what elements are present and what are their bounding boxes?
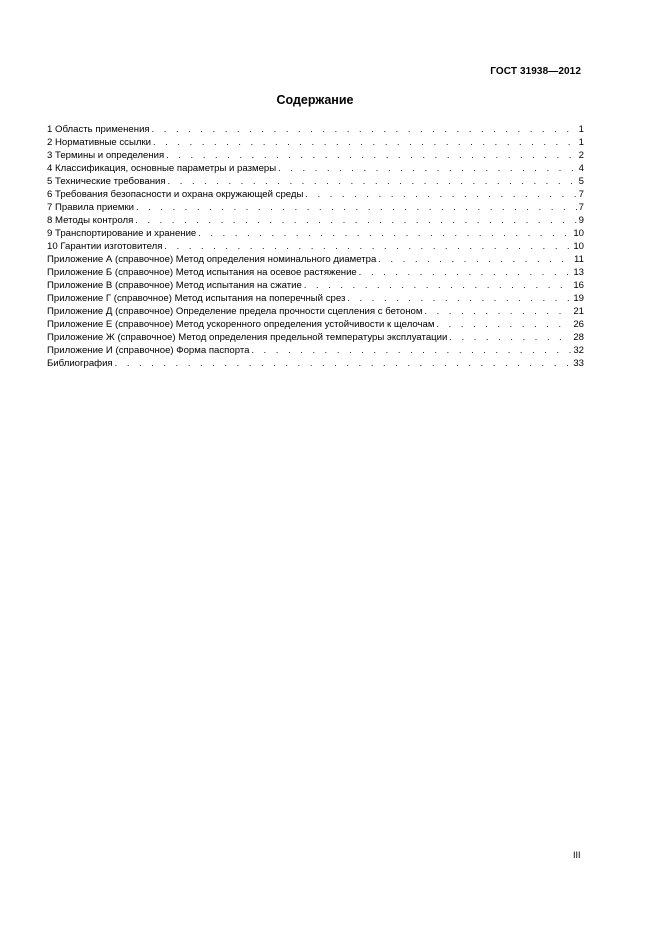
toc-entry[interactable] (47, 357, 584, 370)
toc-entry-page: 21 (573, 306, 584, 317)
toc-entry[interactable] (47, 162, 584, 175)
toc-entry-title: Приложение Г (справочное) Метод испытания на поперечный срез (47, 293, 346, 304)
toc-entry-title: Приложение А (справочное) Метод определения номинального диаметра (47, 254, 377, 265)
toc-entry-title: 8 Методы контроля (47, 215, 134, 226)
toc-entry[interactable] (47, 292, 584, 305)
toc-dot-leader (436, 318, 571, 331)
toc-entry-page: 5 (578, 176, 584, 187)
toc-entry[interactable] (47, 331, 584, 344)
toc-entry-title: 4 Классификация, основные параметры и размеры (47, 163, 277, 174)
toc-entry-title: Приложение В (справочное) Метод испытания на сжатие (47, 280, 302, 291)
toc-dot-leader (378, 253, 572, 266)
toc-entry-title: Приложение Д (справочное) Определение предела прочности сцепления с бетоном (47, 306, 423, 317)
toc-dot-leader (166, 149, 576, 162)
toc-entry-title: 9 Транспортирование и хранение (47, 228, 197, 239)
toc-dot-leader (198, 227, 571, 240)
toc-entry[interactable] (47, 279, 584, 292)
toc-entry-page: 10 (573, 241, 584, 252)
toc-entry[interactable] (47, 175, 584, 188)
toc-entry-title: 10 Гарантии изготовителя (47, 241, 163, 252)
toc-entry[interactable] (47, 123, 584, 136)
page-number: III (573, 850, 581, 860)
toc-dot-leader (115, 357, 572, 370)
toc-dot-leader (347, 292, 571, 305)
toc-entry-page: 2 (578, 150, 584, 161)
toc-dot-leader (278, 162, 576, 175)
toc-entry-page: 9 (578, 215, 584, 226)
toc-entry-page: 19 (573, 293, 584, 304)
toc-entry-title: 2 Нормативные ссылки (47, 137, 152, 148)
toc-entry-page: 13 (573, 267, 584, 278)
toc-entry[interactable] (47, 305, 584, 318)
toc-entry-page: 33 (573, 358, 584, 369)
toc-title: Содержание (276, 93, 354, 107)
toc-dot-leader (449, 331, 571, 344)
toc-dot-leader (168, 175, 577, 188)
toc-entry[interactable] (47, 253, 584, 266)
toc-entry-title: 3 Термины и определения (47, 150, 165, 161)
toc-entry-title: 7 Правила приемки (47, 202, 134, 213)
toc-entry[interactable] (47, 201, 584, 214)
toc-entry-title: Приложение Б (справочное) Метод испытания на осевое растяжение (47, 267, 357, 278)
toc-entry-page: 26 (573, 319, 584, 330)
toc-entry-title: Приложение Е (справочное) Метод ускоренного определения устойчивости к щелочам (47, 319, 435, 330)
toc-dot-leader (304, 279, 572, 292)
toc-entry-page: 10 (573, 228, 584, 239)
toc-entry-title: 1 Область применения (47, 124, 150, 135)
toc-dot-leader (135, 214, 576, 227)
toc-entry[interactable] (47, 214, 584, 227)
toc-entry[interactable] (47, 136, 584, 149)
toc-dot-leader (305, 188, 576, 201)
toc-dot-leader (359, 266, 572, 279)
toc-entry-title: Библиография (47, 358, 113, 369)
document-designation: ГОСТ 31938—2012 (490, 66, 581, 77)
toc-entry[interactable] (47, 318, 584, 331)
toc-entry[interactable] (47, 149, 584, 162)
toc-entry[interactable] (47, 344, 584, 357)
table-of-contents (47, 123, 584, 370)
toc-entry-page: 11 (574, 254, 584, 265)
toc-entry-page: 4 (578, 163, 584, 174)
toc-entry-page: 1 (578, 137, 584, 148)
toc-entry[interactable] (47, 266, 584, 279)
toc-entry-title: Приложение Ж (справочное) Метод определения предельной температуры эксплуатации (47, 332, 448, 343)
toc-entry[interactable] (47, 240, 584, 253)
toc-entry-page: 16 (573, 280, 584, 291)
toc-entry-page: 7 (578, 202, 584, 213)
toc-dot-leader (136, 201, 577, 214)
toc-entry[interactable] (47, 227, 584, 240)
toc-entry-page: 32 (573, 345, 584, 356)
toc-dot-leader (424, 305, 571, 318)
toc-entry[interactable] (47, 188, 584, 201)
toc-dot-leader (152, 123, 577, 136)
toc-entry-page: 7 (578, 189, 584, 200)
toc-dot-leader (164, 240, 571, 253)
toc-dot-leader (251, 344, 571, 357)
toc-entry-title: 5 Технические требования (47, 176, 166, 187)
toc-dot-leader (153, 136, 577, 149)
toc-entry-title: Приложение И (справочное) Форма паспорта (47, 345, 250, 356)
toc-entry-title: 6 Требования безопасности и охрана окружающей среды (47, 189, 304, 200)
toc-entry-page: 28 (573, 332, 584, 343)
toc-entry-page: 1 (578, 124, 584, 135)
